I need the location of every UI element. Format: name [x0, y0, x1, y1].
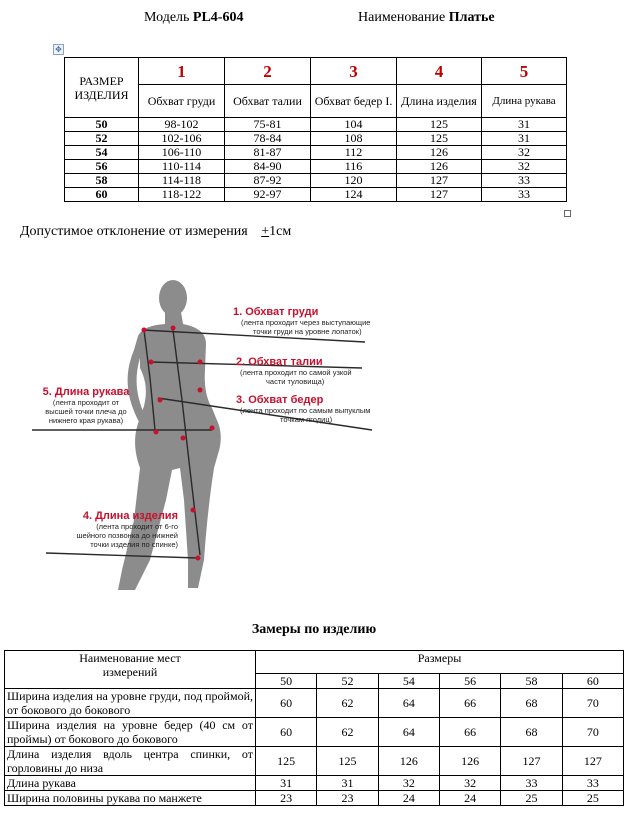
measure-value-cell: 32: [378, 776, 439, 791]
size-cell: 52: [65, 132, 139, 146]
measure-value-cell: 23: [256, 791, 317, 806]
size-value-cell: 126: [397, 146, 482, 160]
figure-item-title: 4. Длина изделия: [82, 510, 178, 522]
measure-value-cell: 64: [378, 718, 439, 747]
measure-value-cell: 62: [317, 689, 378, 718]
figure-item-title: 1. Обхват груди: [233, 306, 319, 318]
figure-item-title: 5. Длина рукава: [42, 386, 130, 398]
size-col-number: 2: [225, 58, 311, 85]
measure-value-cell: 70: [562, 718, 623, 747]
size-col-number: 5: [482, 58, 567, 85]
size-col-caption: Длина рукава: [482, 85, 567, 118]
figure-item-desc: части туловища): [266, 377, 325, 386]
measure-name-cell: Ширина изделия на уровне груди, под проймой, от бокового до бокового: [5, 689, 256, 718]
figure-item-desc: точки груди на уровне лопаток): [253, 327, 362, 336]
size-value-cell: 33: [482, 174, 567, 188]
figure-item-desc: (лента проходит по самым выпуклым: [240, 406, 371, 415]
size-value-cell: 127: [397, 188, 482, 202]
measure-table-title: Замеры по изделию: [251, 622, 377, 637]
size-value-cell: 110-114: [139, 160, 225, 174]
size-cell: 58: [65, 174, 139, 188]
measure-value-cell: 31: [256, 776, 317, 791]
measure-value-cell: 32: [439, 776, 500, 791]
size-column-header: 56: [439, 674, 500, 689]
size-value-cell: 32: [482, 160, 567, 174]
size-value-cell: 108: [311, 132, 397, 146]
name-label: Наименование: [358, 10, 446, 25]
size-col-caption: Обхват талии: [225, 85, 311, 118]
model-value: PL4-604: [192, 10, 244, 25]
tolerance-text: Допустимое отклонение от измерения: [20, 224, 248, 239]
figure-item-desc: (лента проходит от 6-го: [96, 522, 178, 531]
measure-value-cell: 31: [317, 776, 378, 791]
model-label: Модель: [144, 10, 190, 25]
figure-item-desc: (лента проходит от: [52, 398, 120, 407]
size-value-cell: 116: [311, 160, 397, 174]
measure-value-cell: 125: [317, 747, 378, 776]
size-table-row: [65, 118, 567, 132]
figure-item-title: 2. Обхват талии: [236, 356, 323, 368]
size-value-cell: 120: [311, 174, 397, 188]
size-value-cell: 126: [397, 160, 482, 174]
measure-value-cell: 70: [562, 689, 623, 718]
measure-value-cell: 60: [256, 689, 317, 718]
measure-table-row: [5, 747, 624, 776]
measure-name-header: Наименование мест измерений: [5, 651, 256, 689]
figure-item-sleeve: [36, 386, 136, 425]
size-cell: 50: [65, 118, 139, 132]
measure-value-cell: 24: [378, 791, 439, 806]
size-value-cell: 31: [482, 132, 567, 146]
measure-value-cell: 33: [562, 776, 623, 791]
size-header: РАЗМЕР ИЗДЕЛИЯ: [65, 58, 139, 118]
size-column-header: 50: [256, 674, 317, 689]
size-cell: 60: [65, 188, 139, 202]
measure-table-row: [5, 718, 624, 747]
size-column-header: 52: [317, 674, 378, 689]
size-value-cell: 125: [397, 118, 482, 132]
figure-item-desc: нижнего края рукава): [48, 416, 124, 425]
size-table-row: [65, 146, 567, 160]
size-value-cell: 33: [482, 188, 567, 202]
measure-value-cell: 60: [256, 718, 317, 747]
measure-name-cell: Длина изделия вдоль центра спинки, от горловины до низа: [5, 747, 256, 776]
figure-item-chest: [233, 306, 370, 336]
size-value-cell: 104: [311, 118, 397, 132]
size-value-cell: 112: [311, 146, 397, 160]
size-value-cell: 31: [482, 118, 567, 132]
name-value: Платье: [448, 10, 495, 25]
measure-table-row: [5, 776, 624, 791]
plusminus-sign: +: [261, 224, 270, 239]
size-value-cell: 114-118: [139, 174, 225, 188]
size-col-number: 4: [397, 58, 482, 85]
measure-table-row: [5, 689, 624, 718]
size-value-cell: 98-102: [139, 118, 225, 132]
measure-value-cell: 125: [256, 747, 317, 776]
size-value-cell: 92-97: [225, 188, 311, 202]
size-value-cell: 87-92: [225, 174, 311, 188]
size-table-row: [65, 174, 567, 188]
size-col-number: 3: [311, 58, 397, 85]
size-value-cell: 102-106: [139, 132, 225, 146]
measure-value-cell: 126: [439, 747, 500, 776]
measure-value-cell: 127: [562, 747, 623, 776]
measure-table: [4, 650, 624, 806]
measure-value-cell: 25: [501, 791, 562, 806]
size-table: [64, 57, 567, 202]
measure-value-cell: 68: [501, 718, 562, 747]
size-value-cell: 78-84: [225, 132, 311, 146]
figure-item-hips: [236, 394, 370, 424]
size-col-number: 1: [139, 58, 225, 85]
size-value-cell: 127: [397, 174, 482, 188]
measure-name-cell: Длина рукава: [5, 776, 256, 791]
name-line: [358, 10, 495, 26]
figure-item-desc: (лента проходит через выступающие: [241, 318, 371, 327]
size-value-cell: 81-87: [225, 146, 311, 160]
tolerance-line: [20, 224, 291, 240]
size-column-header: 60: [562, 674, 623, 689]
measure-value-cell: 25: [562, 791, 623, 806]
size-value-cell: 106-110: [139, 146, 225, 160]
figure-item-desc: шейного позвонка до нижней: [76, 531, 178, 540]
size-table-row: [65, 132, 567, 146]
figure-item-desc: точкам ягодиц): [280, 415, 333, 424]
tolerance-value: 1см: [269, 224, 292, 239]
size-col-caption: Длина изделия: [397, 85, 482, 118]
measure-value-cell: 33: [501, 776, 562, 791]
measure-value-cell: 64: [378, 689, 439, 718]
figure-item-desc: точки изделия по спинке): [90, 540, 178, 549]
measure-value-cell: 62: [317, 718, 378, 747]
measure-table-row: [5, 791, 624, 806]
size-value-cell: 118-122: [139, 188, 225, 202]
figure-item-title: 3. Обхват бедер: [236, 394, 324, 406]
size-cell: 54: [65, 146, 139, 160]
measure-value-cell: 23: [317, 791, 378, 806]
size-column-header: 54: [378, 674, 439, 689]
model-line: [144, 10, 243, 26]
size-value-cell: 125: [397, 132, 482, 146]
measure-name-cell: Ширина половины рукава по манжете: [5, 791, 256, 806]
size-table-row: [65, 188, 567, 202]
measure-value-cell: 68: [501, 689, 562, 718]
size-cell: 56: [65, 160, 139, 174]
size-value-cell: 32: [482, 146, 567, 160]
figure-item-waist: [236, 356, 352, 386]
size-table-row: [65, 160, 567, 174]
size-value-cell: 75-81: [225, 118, 311, 132]
size-value-cell: 124: [311, 188, 397, 202]
size-col-caption: Обхват бедер I.: [311, 85, 397, 118]
measure-value-cell: 66: [439, 718, 500, 747]
figure-item-desc: высшей точки плеча до: [45, 407, 127, 416]
size-column-header: 58: [501, 674, 562, 689]
measure-value-cell: 127: [501, 747, 562, 776]
measure-name-cell: Ширина изделия на уровне бедер (40 см от проймы) от бокового до бокового: [5, 718, 256, 747]
table-resize-handle[interactable]: [564, 210, 571, 217]
figure-item-desc: (лента проходит по самой узкой: [240, 368, 352, 377]
measure-value-cell: 126: [378, 747, 439, 776]
measure-sizes-header: Размеры: [256, 651, 624, 674]
measure-value-cell: 66: [439, 689, 500, 718]
measure-value-cell: 24: [439, 791, 500, 806]
figure-item-length: [60, 510, 178, 549]
size-col-caption: Обхват груди: [139, 85, 225, 118]
table-move-handle-icon[interactable]: ✥: [53, 44, 64, 55]
size-value-cell: 84-90: [225, 160, 311, 174]
